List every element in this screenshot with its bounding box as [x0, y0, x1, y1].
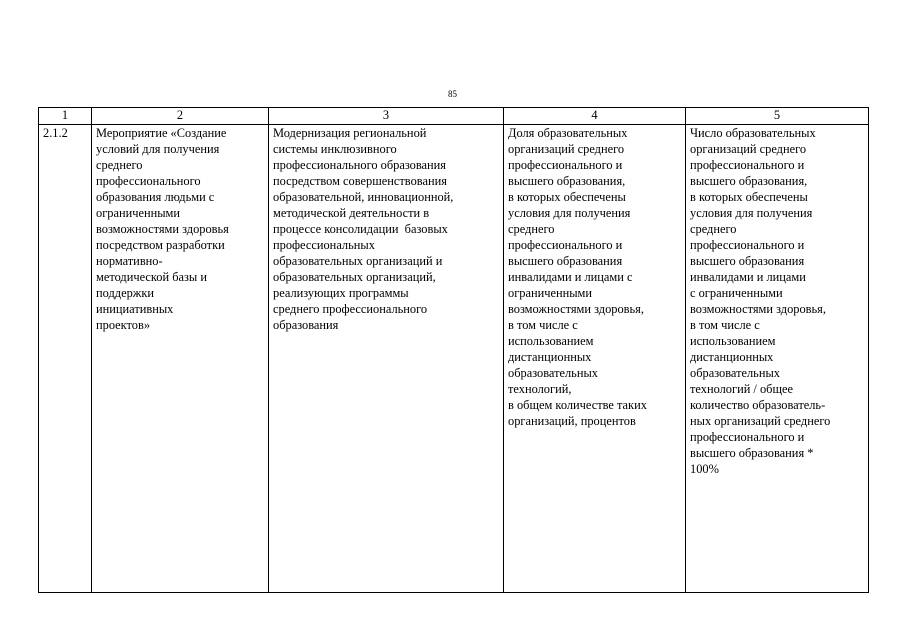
item-code: 2.1.2 [43, 126, 68, 140]
indicator-cell [504, 125, 686, 593]
program-table [38, 107, 869, 593]
formula-cell [686, 125, 869, 593]
indicator-name: Доля образовательных организаций среднего профессионального и высшего образования, в которых обеспечены условия для получения среднего профессионального и высшего образования инвалидами и лицами с ограниченными возможностями здоровья, в том числе с использованием дистанционных образовательных технологий, в общем количестве таких организаций, процентов [508, 126, 647, 428]
measure-name: Мероприятие «Создание условий для получения среднего профессионального образования людьми с ограниченными возможностями здоровья посредством разработки нормативно- методической базы и поддержки инициативных проектов» [96, 126, 229, 332]
column-number-5: 5 [686, 108, 869, 125]
measure-cell [92, 125, 269, 593]
column-number-2: 2 [92, 108, 269, 125]
table-row [39, 125, 869, 593]
column-number-3: 3 [269, 108, 504, 125]
item-code-cell [39, 125, 92, 593]
column-number-row [39, 108, 869, 125]
description-cell [269, 125, 504, 593]
indicator-formula: Число образовательных организаций среднего профессионального и высшего образования, в которых обеспечены условия для получения среднего профессионального и высшего образования инвалидами и лицами с ограниченными возможностями здоровья, в том числе с использованием дистанционных образовательных технологий / общее количество образователь- ных организаций среднего профессионального и высшего образования * 100% [690, 126, 831, 476]
measure-description: Модернизация региональной системы инклюзивного профессионального образования посредством совершенствования образовательной, инновационной, методической деятельности в процессе консолидации базовых профессиональных образовательных организаций и образовательных организаций, реализующих программы среднего профессионального образования [273, 126, 454, 332]
column-number-1: 1 [39, 108, 92, 125]
column-number-4: 4 [504, 108, 686, 125]
page-number: 85 [448, 89, 457, 99]
